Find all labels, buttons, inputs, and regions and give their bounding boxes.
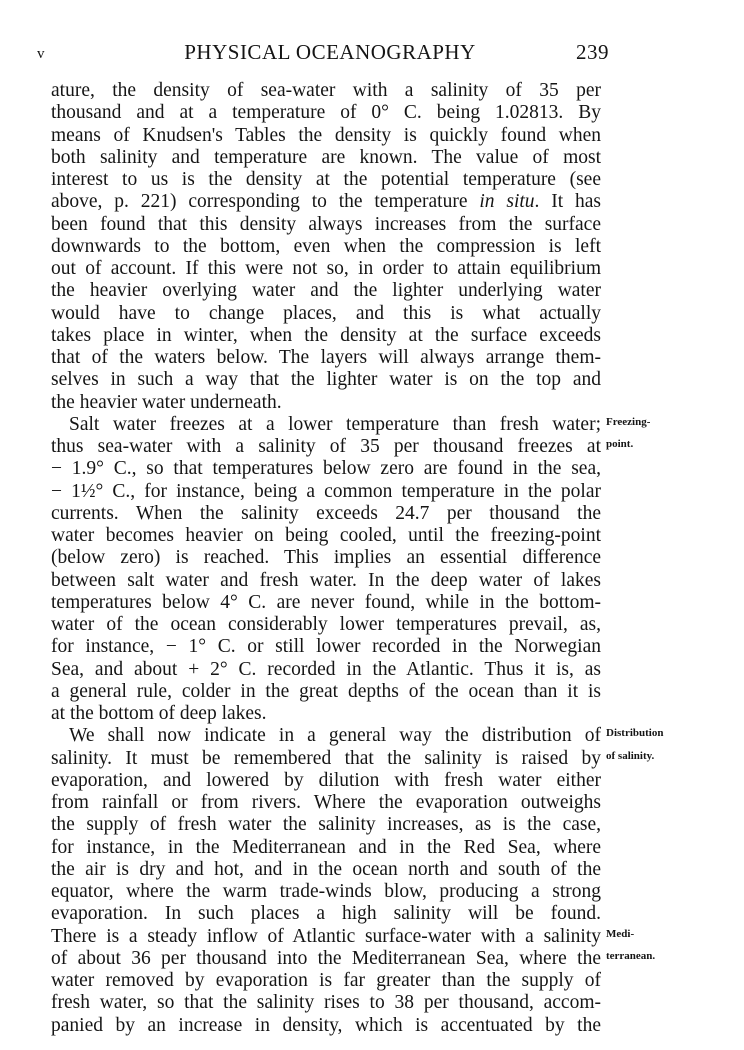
text-line: [51, 547, 601, 569]
text-line-content: thus sea-water with a salinity of 35 per thousand freezes at: [51, 436, 601, 457]
text-line-content: (below zero) is reached. This implies an essential difference: [51, 547, 601, 569]
text-line: [51, 947, 656, 970]
text-line-content: the supply of fresh water the salinity increases, as is the case,: [51, 814, 601, 836]
text-line-content: the heavier overlying water and the lighter underlying water: [51, 280, 601, 302]
text-line: [51, 503, 601, 525]
text-line: [51, 347, 601, 369]
text-line-content: above, p. 221) corresponding to the temperature in situ. It has: [51, 191, 601, 213]
text-line: [51, 970, 601, 992]
text-line: [51, 481, 601, 503]
text-line-content: equator, where the warm trade-winds blow, producing a strong: [51, 881, 601, 902]
text-line: [51, 525, 601, 547]
text-line: [51, 614, 601, 636]
text-line: [51, 992, 601, 1014]
margin-note: Freezing-: [606, 415, 651, 428]
chapter-number: v: [37, 46, 45, 62]
margin-note: Distribution: [606, 727, 664, 740]
text-line: [51, 570, 601, 592]
text-line-content: that of the waters below. The layers will always arrange them-: [51, 347, 601, 368]
margin-note: of salinity.: [606, 749, 655, 762]
text-line: [51, 102, 601, 124]
text-line-content: − 1½° C., for instance, being a common temperature in the polar: [51, 480, 601, 502]
text-line-content: means of Knudsen's Tables the density is quickly found when: [51, 124, 601, 146]
text-line: [51, 191, 601, 213]
text-line-content: Sea, and about + 2° C. recorded in the Atlantic. Thus it is, as: [51, 658, 601, 680]
text-line-content: panied by an increase in density, which is accentuated by the: [51, 1014, 601, 1036]
text-line-content: evaporation. In such places a high salinity will be found.: [51, 903, 601, 925]
text-line: [51, 659, 601, 681]
text-line: [51, 125, 601, 147]
text-line-content: water of the ocean considerably lower temperatures prevail, as,: [51, 614, 601, 635]
text-line-content: There is a steady inflow of Atlantic surface-water with a salinity: [51, 925, 601, 947]
text-line: [51, 747, 655, 770]
page-number: 239: [576, 40, 609, 64]
text-line-content: the heavier water underneath.: [51, 391, 282, 413]
text-line-content: Salt water freezes at a lower temperature than fresh water;: [69, 413, 601, 435]
text-line: [51, 814, 601, 836]
text-line-content: been found that this density always increases from the surface: [51, 213, 601, 235]
margin-note: point.: [606, 438, 634, 450]
text-line: [51, 703, 601, 725]
text-line: [51, 859, 601, 881]
text-line: [51, 681, 601, 703]
text-line: [51, 770, 601, 792]
text-line-content: from rainfall or from rivers. Where the evaporation outweighs: [51, 792, 601, 813]
text-line: [51, 392, 601, 414]
text-line-content: thousand and at a temperature of 0° C. being 1.02813. By: [51, 102, 601, 124]
text-line-content: would have to change places, and this is what actually: [51, 302, 601, 324]
text-line: [51, 413, 651, 436]
text-line: [51, 325, 601, 347]
text-line-content: downwards to the bottom, even when the compression is left: [51, 235, 601, 257]
text-line: [51, 80, 601, 102]
text-line: [51, 592, 601, 614]
text-line-content: out of account. If this were not so, in order to attain equilibrium: [51, 258, 601, 279]
text-line: [51, 436, 634, 458]
text-line: [51, 369, 601, 391]
text-line-content: temperatures below 4° C. are never found, while in the bottom-: [51, 591, 601, 613]
text-line-content: takes place in winter, when the density at the surface exceeds: [51, 324, 601, 346]
text-line: [51, 837, 601, 859]
text-line-content: a general rule, colder in the great depths of the ocean than it is: [51, 680, 601, 702]
text-line-content: fresh water, so that the salinity rises to 38 per thousand, accom-: [51, 992, 601, 1014]
text-line: [51, 236, 601, 258]
text-line-content: ature, the density of sea-water with a salinity of 35 per: [51, 80, 601, 101]
text-line-content: − 1.9° C., so that temperatures below zero are found in the sea,: [51, 458, 601, 480]
text-line-content: both salinity and temperature are known. The value of most: [51, 146, 601, 168]
text-line: [51, 1015, 601, 1037]
text-line: [51, 169, 601, 191]
text-line-content: interest to us is the density at the potential temperature (see: [51, 169, 601, 190]
text-line: [51, 258, 601, 280]
text-line: [51, 881, 601, 903]
text-line: [51, 903, 601, 925]
text-line-content: currents. When the salinity exceeds 24.7 per thousand the: [51, 502, 601, 524]
text-line-content: We shall now indicate in a general way the distribution of: [69, 725, 601, 747]
text-line-content: for instance, in the Mediterranean and in the Red Sea, where: [51, 836, 601, 858]
text-line-content: for instance, − 1° C. or still lower recorded in the Norwegian: [51, 636, 601, 658]
text-line: [51, 636, 601, 658]
running-head-title: PHYSICAL OCEANOGRAPHY: [184, 40, 476, 64]
margin-note: terranean.: [606, 949, 656, 962]
text-line: [51, 303, 601, 325]
text-line: [51, 147, 601, 169]
italic-phrase: in situ: [479, 191, 535, 213]
text-line-content: water removed by evaporation is far greater than the supply of: [51, 970, 601, 991]
text-line-content: salinity. It must be remembered that the salinity is raised by: [51, 747, 601, 769]
text-line-content: selves in such a way that the lighter water is on the top and: [51, 369, 601, 391]
text-line: [51, 280, 601, 302]
text-line-content: water becomes heavier on being cooled, until the freezing-point: [51, 525, 601, 546]
text-line: [51, 792, 601, 814]
text-line-content: the air is dry and hot, and in the ocean north and south of the: [51, 858, 601, 880]
text-line-content: of about 36 per thousand into the Mediterranean Sea, where the: [51, 947, 601, 969]
text-line-content: between salt water and fresh water. In the deep water of lakes: [51, 569, 601, 591]
text-line: [51, 925, 635, 948]
text-line-content: at the bottom of deep lakes.: [51, 703, 267, 724]
text-line: [51, 725, 664, 747]
margin-note: Medi-: [606, 927, 635, 940]
body-text: [51, 80, 664, 1037]
text-line-content: evaporation, and lowered by dilution with fresh water either: [51, 769, 601, 791]
text-line: [51, 214, 601, 236]
text-line: [51, 458, 601, 480]
